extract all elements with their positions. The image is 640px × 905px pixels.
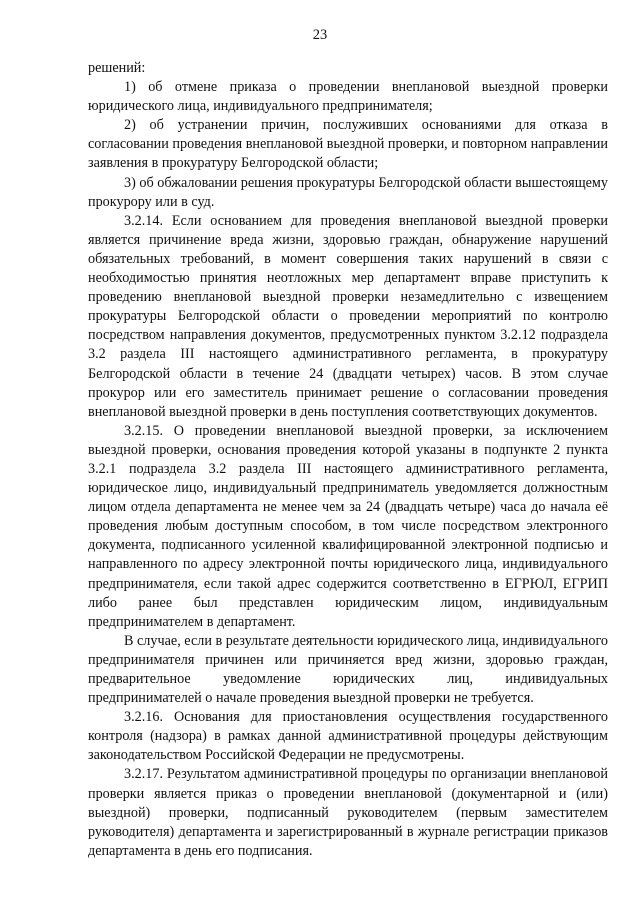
paragraph-item-2: 2) об устранении причин, послуживших основаниями для отказа в согласовании проведения внеплановой выездной проверки, и повторном направлении заявления в прокуратуру Белгородской области; [88, 117, 608, 172]
paragraph-item-1: 1) об отмене приказа о проведении внеплановой выездной проверки юридического лица, индивидуального предпринимателя; [88, 79, 608, 115]
paragraph-3-2-17: 3.2.17. Результатом административной процедуры по организации внеплановой проверки является приказ о проведении внеплановой (документарной и (или) выездной) проверки, подписанный руководителем (первым заместителем руководителя) департамента и зарегистрированный в журнале регистрации приказов департамента в день его подписания. [88, 766, 608, 859]
paragraph-item-3: 3) об обжаловании решения прокуратуры Белгородской области вышестоящему прокурору или в суд. [88, 174, 608, 210]
paragraph-intro: решений: [88, 60, 146, 76]
document-body [88, 59, 608, 861]
page-number: 23 [312, 27, 328, 43]
paragraph-3-2-15: 3.2.15. О проведении внеплановой выездной проверки, за исключением выездной проверки, основания проведения которой указаны в подпункте 2 пункта 3.2.1 подраздела 3.2 раздела III настоящего административного регламента, юридическое лицо, индивидуальный предприниматель уведомляется должностным лицом отдела департамента не менее чем за 24 (двадцать четыре) часа до начала её проведения любым доступным способом, в том числе посредством электронного документа, подписанного усиленной квалифицированной электронной подписью и направленного по адресу электронной почты юридического лица, индивидуального предпринимателя, если такой адрес содержится соответственно в ЕГРЮЛ, ЕГРИП либо ранее был представлен юридическим лицом, индивидуальным предпринимателем в департамент. [88, 422, 608, 630]
paragraph-3-2-16: 3.2.16. Основания для приостановления осуществления государственного контроля (надзора) в рамках данной административной процедуры действующим законодательством Российской Федерации не предусмотрены. [88, 709, 608, 764]
paragraph-3-2-14: 3.2.14. Если основанием для проведения внеплановой выездной проверки является причинение вреда жизни, здоровью граждан, обнаружение нарушений обязательных требований, в момент совершения таких нарушений в связи с необходимостью принятия неотложных мер департамент вправе приступить к проведению внеплановой выездной проверки незамедлительно с извещением прокуратуры Белгородской области о проведении мероприятий по контролю посредством направления документов, предусмотренных пунктом 3.2.12 подраздела 3.2 раздела III настоящего административного регламента, в прокуратуру Белгородской области в течение 24 (двадцати четырех) часов. В этом случае прокурор или его заместитель принимает решение о согласовании проведения внеплановой выездной проверки в день поступления соответствующих документов. [88, 212, 608, 420]
paragraph-harm-exception: В случае, если в результате деятельности юридического лица, индивидуального предпринимателя причинен или причиняется вред жизни, здоровью граждан, предварительное уведомление юридических лиц, индивидуальных предпринимателей о начале проведения выездной проверки не требуется. [88, 632, 609, 707]
